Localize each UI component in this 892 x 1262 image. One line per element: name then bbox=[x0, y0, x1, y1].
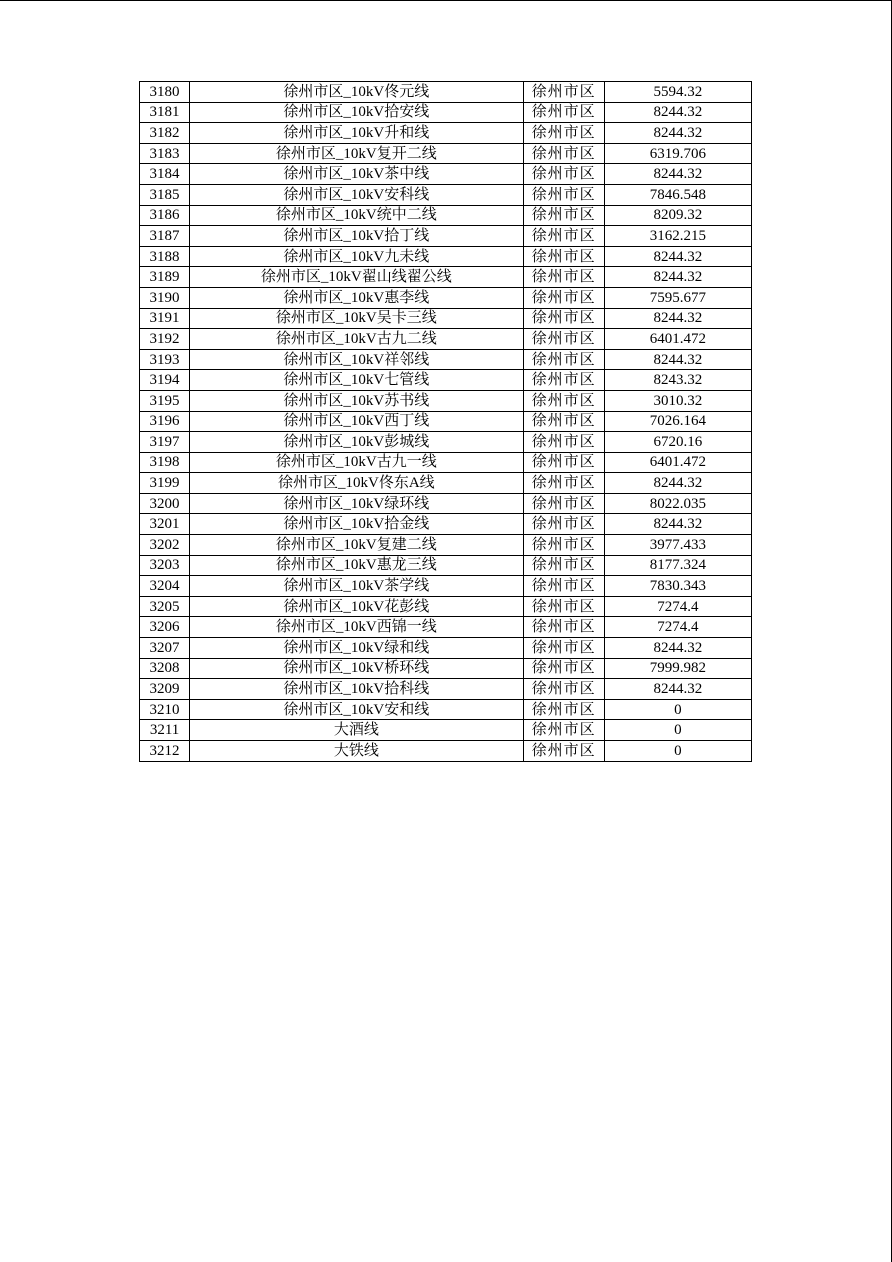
table-row bbox=[140, 617, 752, 638]
area-cell: 徐州市区 bbox=[523, 720, 604, 741]
value-cell: 8244.32 bbox=[604, 473, 751, 494]
value-cell: 7274.4 bbox=[604, 617, 751, 638]
line-name-cell: 徐州市区_10kV苏书线 bbox=[190, 390, 524, 411]
area-cell: 徐州市区 bbox=[523, 576, 604, 597]
value-cell: 6401.472 bbox=[604, 329, 751, 350]
value-cell: 8244.32 bbox=[604, 246, 751, 267]
area-cell: 徐州市区 bbox=[523, 143, 604, 164]
area-cell: 徐州市区 bbox=[523, 473, 604, 494]
table-row bbox=[140, 308, 752, 329]
table-body bbox=[140, 82, 752, 762]
line-name-cell: 徐州市区_10kV绿和线 bbox=[190, 638, 524, 659]
value-cell: 0 bbox=[604, 720, 751, 741]
row-number-cell: 3189 bbox=[140, 267, 190, 288]
area-cell: 徐州市区 bbox=[523, 535, 604, 556]
row-number-cell: 3190 bbox=[140, 287, 190, 308]
table-row bbox=[140, 699, 752, 720]
row-number-cell: 3202 bbox=[140, 535, 190, 556]
value-cell: 6720.16 bbox=[604, 432, 751, 453]
table-row bbox=[140, 205, 752, 226]
table-row bbox=[140, 226, 752, 247]
table-row bbox=[140, 535, 752, 556]
line-name-cell: 徐州市区_10kV佟元线 bbox=[190, 82, 524, 103]
value-cell: 7999.982 bbox=[604, 658, 751, 679]
value-cell: 8244.32 bbox=[604, 164, 751, 185]
area-cell: 徐州市区 bbox=[523, 205, 604, 226]
value-cell: 8177.324 bbox=[604, 555, 751, 576]
value-cell: 8209.32 bbox=[604, 205, 751, 226]
area-cell: 徐州市区 bbox=[523, 617, 604, 638]
table-row bbox=[140, 349, 752, 370]
table-row bbox=[140, 432, 752, 453]
table-row bbox=[140, 555, 752, 576]
table-row bbox=[140, 679, 752, 700]
area-cell: 徐州市区 bbox=[523, 226, 604, 247]
value-cell: 8244.32 bbox=[604, 679, 751, 700]
table-row bbox=[140, 123, 752, 144]
table-row bbox=[140, 246, 752, 267]
table-row bbox=[140, 329, 752, 350]
row-number-cell: 3193 bbox=[140, 349, 190, 370]
area-cell: 徐州市区 bbox=[523, 267, 604, 288]
line-data-table bbox=[139, 81, 752, 762]
line-name-cell: 徐州市区_10kV安和线 bbox=[190, 699, 524, 720]
area-cell: 徐州市区 bbox=[523, 349, 604, 370]
row-number-cell: 3187 bbox=[140, 226, 190, 247]
row-number-cell: 3188 bbox=[140, 246, 190, 267]
table-row bbox=[140, 452, 752, 473]
row-number-cell: 3185 bbox=[140, 184, 190, 205]
line-name-cell: 徐州市区_10kV拾丁线 bbox=[190, 226, 524, 247]
value-cell: 8244.32 bbox=[604, 638, 751, 659]
table-row bbox=[140, 184, 752, 205]
row-number-cell: 3197 bbox=[140, 432, 190, 453]
line-name-cell: 徐州市区_10kV桥环线 bbox=[190, 658, 524, 679]
table-row bbox=[140, 658, 752, 679]
line-name-cell: 徐州市区_10kV复开二线 bbox=[190, 143, 524, 164]
table-row bbox=[140, 514, 752, 535]
area-cell: 徐州市区 bbox=[523, 123, 604, 144]
row-number-cell: 3209 bbox=[140, 679, 190, 700]
table-row bbox=[140, 164, 752, 185]
row-number-cell: 3208 bbox=[140, 658, 190, 679]
area-cell: 徐州市区 bbox=[523, 102, 604, 123]
row-number-cell: 3192 bbox=[140, 329, 190, 350]
row-number-cell: 3180 bbox=[140, 82, 190, 103]
area-cell: 徐州市区 bbox=[523, 184, 604, 205]
area-cell: 徐州市区 bbox=[523, 514, 604, 535]
value-cell: 3162.215 bbox=[604, 226, 751, 247]
line-name-cell: 徐州市区_10kV翟山线翟公线 bbox=[190, 267, 524, 288]
area-cell: 徐州市区 bbox=[523, 308, 604, 329]
row-number-cell: 3191 bbox=[140, 308, 190, 329]
line-name-cell: 徐州市区_10kV安科线 bbox=[190, 184, 524, 205]
area-cell: 徐州市区 bbox=[523, 658, 604, 679]
row-number-cell: 3184 bbox=[140, 164, 190, 185]
line-name-cell: 徐州市区_10kV升和线 bbox=[190, 123, 524, 144]
line-name-cell: 徐州市区_10kV佟东A线 bbox=[190, 473, 524, 494]
table-row bbox=[140, 411, 752, 432]
row-number-cell: 3204 bbox=[140, 576, 190, 597]
line-name-cell: 徐州市区_10kV拾安线 bbox=[190, 102, 524, 123]
table-row bbox=[140, 102, 752, 123]
value-cell: 8244.32 bbox=[604, 102, 751, 123]
row-number-cell: 3212 bbox=[140, 741, 190, 762]
line-name-cell: 徐州市区_10kV西丁线 bbox=[190, 411, 524, 432]
value-cell: 7274.4 bbox=[604, 596, 751, 617]
row-number-cell: 3194 bbox=[140, 370, 190, 391]
line-name-cell: 徐州市区_10kV九未线 bbox=[190, 246, 524, 267]
area-cell: 徐州市区 bbox=[523, 82, 604, 103]
area-cell: 徐州市区 bbox=[523, 679, 604, 700]
area-cell: 徐州市区 bbox=[523, 432, 604, 453]
table-row bbox=[140, 370, 752, 391]
value-cell: 8022.035 bbox=[604, 493, 751, 514]
value-cell: 8244.32 bbox=[604, 267, 751, 288]
table-row bbox=[140, 82, 752, 103]
value-cell: 0 bbox=[604, 699, 751, 720]
line-name-cell: 徐州市区_10kV祥邻线 bbox=[190, 349, 524, 370]
value-cell: 8243.32 bbox=[604, 370, 751, 391]
value-cell: 7026.164 bbox=[604, 411, 751, 432]
value-cell: 3010.32 bbox=[604, 390, 751, 411]
page-top-border bbox=[0, 0, 892, 1]
line-name-cell: 徐州市区_10kV拾科线 bbox=[190, 679, 524, 700]
table-row bbox=[140, 493, 752, 514]
line-name-cell: 大酒线 bbox=[190, 720, 524, 741]
line-name-cell: 徐州市区_10kV彭城线 bbox=[190, 432, 524, 453]
line-name-cell: 徐州市区_10kV茶中线 bbox=[190, 164, 524, 185]
area-cell: 徐州市区 bbox=[523, 390, 604, 411]
row-number-cell: 3195 bbox=[140, 390, 190, 411]
area-cell: 徐州市区 bbox=[523, 452, 604, 473]
row-number-cell: 3181 bbox=[140, 102, 190, 123]
area-cell: 徐州市区 bbox=[523, 164, 604, 185]
row-number-cell: 3199 bbox=[140, 473, 190, 494]
area-cell: 徐州市区 bbox=[523, 329, 604, 350]
row-number-cell: 3207 bbox=[140, 638, 190, 659]
row-number-cell: 3205 bbox=[140, 596, 190, 617]
line-name-cell: 徐州市区_10kV绿环线 bbox=[190, 493, 524, 514]
area-cell: 徐州市区 bbox=[523, 411, 604, 432]
value-cell: 6319.706 bbox=[604, 143, 751, 164]
area-cell: 徐州市区 bbox=[523, 741, 604, 762]
area-cell: 徐州市区 bbox=[523, 493, 604, 514]
table-row bbox=[140, 473, 752, 494]
value-cell: 6401.472 bbox=[604, 452, 751, 473]
row-number-cell: 3203 bbox=[140, 555, 190, 576]
row-number-cell: 3196 bbox=[140, 411, 190, 432]
area-cell: 徐州市区 bbox=[523, 638, 604, 659]
table-row bbox=[140, 596, 752, 617]
table-row bbox=[140, 287, 752, 308]
area-cell: 徐州市区 bbox=[523, 596, 604, 617]
value-cell: 3977.433 bbox=[604, 535, 751, 556]
row-number-cell: 3183 bbox=[140, 143, 190, 164]
table-row bbox=[140, 390, 752, 411]
line-name-cell: 大铁线 bbox=[190, 741, 524, 762]
value-cell: 8244.32 bbox=[604, 514, 751, 535]
value-cell: 7830.343 bbox=[604, 576, 751, 597]
line-name-cell: 徐州市区_10kV拾金线 bbox=[190, 514, 524, 535]
table-row bbox=[140, 638, 752, 659]
value-cell: 7846.548 bbox=[604, 184, 751, 205]
row-number-cell: 3186 bbox=[140, 205, 190, 226]
table-row bbox=[140, 576, 752, 597]
line-name-cell: 徐州市区_10kV复建二线 bbox=[190, 535, 524, 556]
row-number-cell: 3210 bbox=[140, 699, 190, 720]
row-number-cell: 3211 bbox=[140, 720, 190, 741]
value-cell: 5594.32 bbox=[604, 82, 751, 103]
line-name-cell: 徐州市区_10kV惠李线 bbox=[190, 287, 524, 308]
value-cell: 8244.32 bbox=[604, 123, 751, 144]
table-row bbox=[140, 720, 752, 741]
row-number-cell: 3200 bbox=[140, 493, 190, 514]
line-name-cell: 徐州市区_10kV古九二线 bbox=[190, 329, 524, 350]
line-name-cell: 徐州市区_10kV统中二线 bbox=[190, 205, 524, 226]
line-name-cell: 徐州市区_10kV吴卡三线 bbox=[190, 308, 524, 329]
line-name-cell: 徐州市区_10kV七管线 bbox=[190, 370, 524, 391]
table-row bbox=[140, 143, 752, 164]
area-cell: 徐州市区 bbox=[523, 555, 604, 576]
row-number-cell: 3206 bbox=[140, 617, 190, 638]
table-row bbox=[140, 267, 752, 288]
line-name-cell: 徐州市区_10kV茶学线 bbox=[190, 576, 524, 597]
area-cell: 徐州市区 bbox=[523, 699, 604, 720]
row-number-cell: 3182 bbox=[140, 123, 190, 144]
value-cell: 7595.677 bbox=[604, 287, 751, 308]
area-cell: 徐州市区 bbox=[523, 287, 604, 308]
line-name-cell: 徐州市区_10kV惠龙三线 bbox=[190, 555, 524, 576]
value-cell: 8244.32 bbox=[604, 349, 751, 370]
line-name-cell: 徐州市区_10kV古九一线 bbox=[190, 452, 524, 473]
area-cell: 徐州市区 bbox=[523, 246, 604, 267]
line-name-cell: 徐州市区_10kV花彭线 bbox=[190, 596, 524, 617]
row-number-cell: 3198 bbox=[140, 452, 190, 473]
value-cell: 8244.32 bbox=[604, 308, 751, 329]
row-number-cell: 3201 bbox=[140, 514, 190, 535]
area-cell: 徐州市区 bbox=[523, 370, 604, 391]
line-name-cell: 徐州市区_10kV西锦一线 bbox=[190, 617, 524, 638]
value-cell: 0 bbox=[604, 741, 751, 762]
table-row bbox=[140, 741, 752, 762]
